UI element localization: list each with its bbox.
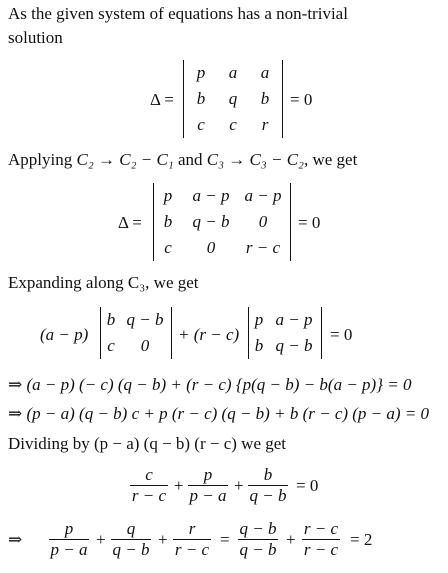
expansion-det-2-cell: b: [254, 336, 264, 355]
sum1-numerator: b: [263, 465, 273, 484]
sum1-rhs: = 0: [296, 476, 319, 495]
applying-op-2: C₃ → C₃ − C₂: [206, 150, 304, 169]
final-numerator: q − b: [239, 519, 277, 538]
delta1-lhs: Δ =: [150, 90, 174, 109]
expansion-det-1: [100, 307, 172, 359]
final-denominator: p − a: [50, 540, 88, 559]
sum1-plus: +: [234, 476, 244, 495]
delta1-rhs: = 0: [290, 90, 313, 109]
expansion-rhs: = 0: [330, 325, 353, 344]
delta1-cell: p: [196, 63, 206, 82]
final-fraction-4: [234, 519, 282, 560]
sum1-fraction-2: [186, 465, 230, 506]
intro-line-1: As the given system of equations has a non-trivial: [8, 4, 348, 23]
final-equals: =: [220, 530, 230, 549]
expanding-line: Expanding along C₃, we get: [8, 273, 199, 292]
sum1-denominator: q − b: [249, 486, 287, 505]
dividing-line: Dividing by (p − a) (q − b) (r − c) we get: [8, 434, 287, 453]
applying-op-1: C₂ → C₂ − C₁: [76, 150, 174, 169]
expansion-det-2: [248, 307, 322, 359]
delta1-cell: a: [260, 63, 270, 82]
expansion-det-2-cell: p: [254, 310, 264, 329]
final-rhs: = 2: [350, 530, 373, 549]
expansion-det-2-right-bar: [321, 307, 322, 359]
sum1-fraction-1: [128, 465, 170, 506]
delta2-cell: p: [163, 186, 173, 205]
final-numerator: p: [64, 519, 74, 538]
delta2-cell: 0: [206, 238, 216, 257]
delta1-cell: b: [260, 89, 270, 108]
expansion-det-2-left-bar: [248, 307, 249, 359]
sum1-plus: +: [174, 476, 184, 495]
delta2-cell: a − p: [192, 186, 230, 205]
expansion-det-1-cell: 0: [140, 336, 150, 355]
delta1-left-bar: [183, 60, 184, 138]
delta2-cell: r − c: [245, 238, 281, 257]
final-denominator: q − b: [112, 540, 150, 559]
delta1-right-bar: [282, 60, 283, 138]
final-fraction-2: [108, 519, 154, 560]
final-denominator: r − c: [174, 540, 210, 559]
delta2-right-bar: [290, 183, 291, 261]
sum1-numerator: c: [145, 465, 153, 484]
final-fraction-5: [298, 519, 344, 560]
delta1-cell: a: [228, 63, 238, 82]
final-plus: +: [96, 530, 106, 549]
delta1-determinant: [183, 60, 283, 138]
sum1-denominator: r − c: [131, 486, 167, 505]
final-numerator: q: [126, 519, 136, 538]
expansion-det-1-cell: q − b: [126, 310, 164, 329]
delta2-rhs: = 0: [298, 213, 321, 232]
delta2-lhs: Δ =: [118, 213, 142, 232]
step-1: ⇒ (a − p) (− c) (q − b) + (r − c) {p(q − b) − b(a − p)} = 0: [8, 375, 412, 394]
expansion-det-2-cell: a − p: [275, 310, 313, 329]
delta2-cell: 0: [258, 212, 268, 231]
applying-line: [8, 150, 357, 170]
delta2-cell: a − p: [244, 186, 282, 205]
final-denominator: q − b: [239, 540, 277, 559]
delta1-cell: q: [228, 89, 238, 108]
sum1-fraction-3: [246, 465, 290, 506]
final-arrow: ⇒: [8, 530, 23, 549]
delta2-cell: b: [163, 212, 173, 231]
final-plus: +: [158, 530, 168, 549]
expansion-det-2-cell: q − b: [275, 336, 313, 355]
delta1-cell: r: [261, 115, 269, 134]
applying-prefix: Applying: [8, 150, 77, 169]
expansion-det-1-right-bar: [171, 307, 172, 359]
applying-mid: and: [173, 150, 207, 169]
delta2-determinant: [153, 183, 291, 261]
final-plus: +: [286, 530, 296, 549]
delta1-cell: c: [229, 115, 237, 134]
expansion-coef-1: (a − p): [40, 325, 89, 344]
final-fraction-3: [170, 519, 214, 560]
expansion-plus-coef: + (r − c): [178, 325, 240, 344]
delta1-cell: b: [196, 89, 206, 108]
delta1-cell: c: [197, 115, 205, 134]
final-denominator: r − c: [303, 540, 339, 559]
applying-suffix: , we get: [303, 150, 358, 169]
expansion-det-1-left-bar: [100, 307, 101, 359]
sum1-denominator: p − a: [189, 486, 227, 505]
expansion-det-1-cell: c: [107, 336, 115, 355]
final-numerator: r − c: [303, 519, 339, 538]
step-2: ⇒ (p − a) (q − b) c + p (r − c) (q − b) + b (r − c) (p − a) = 0: [8, 404, 430, 423]
sum1-numerator: p: [203, 465, 213, 484]
intro-line-2: solution: [8, 28, 63, 47]
final-fraction-1: [46, 519, 92, 560]
expansion-det-1-cell: b: [106, 310, 116, 329]
delta2-cell: c: [164, 238, 172, 257]
delta2-cell: q − b: [192, 212, 230, 231]
final-numerator: r: [188, 519, 196, 538]
delta2-left-bar: [153, 183, 154, 261]
